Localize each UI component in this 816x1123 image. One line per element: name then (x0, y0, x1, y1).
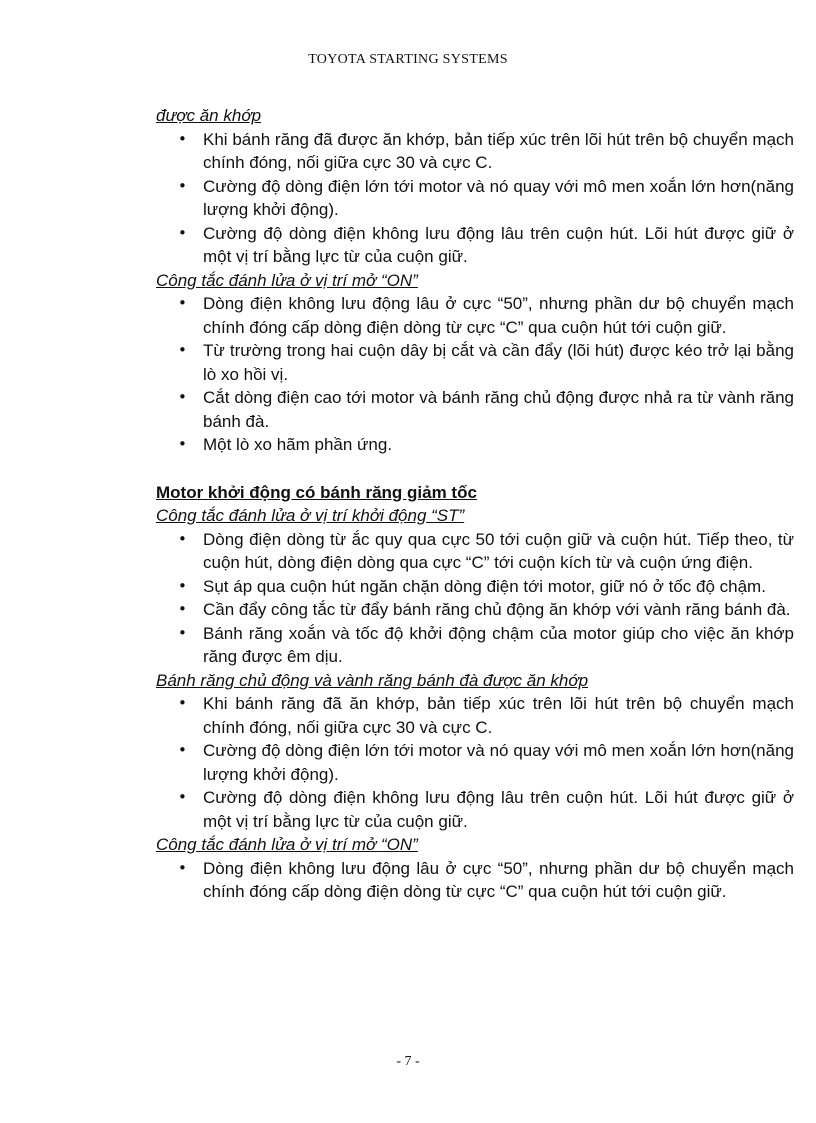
list-item: • Từ trường trong hai cuộn dây bị cắt và cần đẩy (lõi hút) được kéo trở lại bằng lò xo hồi vị. (156, 339, 794, 386)
bullet-list (156, 528, 794, 669)
list-item: • Dòng điện không lưu động lâu ở cực “50”, nhưng phần dư bộ chuyển mạch chính đóng cấp dòng điện dòng từ cực “C” qua cuộn hút tới cuộn giữ. (156, 857, 794, 904)
bullet-list (156, 128, 794, 269)
list-item: • Cần đẩy công tắc từ đẩy bánh răng chủ động ăn khớp với vành răng bánh đà. (156, 598, 794, 622)
list-item: • Dòng điện dòng từ ắc quy qua cực 50 tới cuộn giữ và cuộn hút. Tiếp theo, từ cuộn hút, dòng điện dòng qua cực “C” tới cuộn kích từ và cuộn ứng điện. (156, 528, 794, 575)
subheading-ignition-on: Công tắc đánh lửa ở vị trí mở “ON” (156, 270, 418, 290)
list-item: • Cường độ dòng điện lớn tới motor và nó quay với mô men xoắn lớn hơn(năng lượng khởi động). (156, 739, 794, 786)
section-heading: Motor khởi động có bánh răng giảm tốc (156, 482, 477, 502)
list-item: • Một lò xo hãm phần ứng. (156, 433, 794, 457)
running-header: TOYOTA STARTING SYSTEMS (308, 52, 508, 67)
bullet-list (156, 857, 794, 904)
list-item: • Cường độ dòng điện không lưu động lâu trên cuộn hút. Lõi hút được giữ ở một vị trí bằng lực từ của cuộn giữ. (156, 222, 794, 269)
subheading-gear-engaged: Bánh răng chủ động và vành răng bánh đà được ăn khớp (156, 670, 589, 690)
list-item: • Dòng điện không lưu động lâu ở cực “50”, nhưng phần dư bộ chuyển mạch chính đóng cấp dòng điện dòng từ cực “C” qua cuộn hút tới cuộn giữ. (156, 292, 794, 339)
list-item: • Khi bánh răng đã được ăn khớp, bản tiếp xúc trên lõi hút trên bộ chuyển mạch chính đóng, nối giữa cực 30 và cực C. (156, 128, 794, 175)
list-item: • Cường độ dòng điện không lưu động lâu trên cuộn hút. Lõi hút được giữ ở một vị trí bằng lực từ của cuộn giữ. (156, 786, 794, 833)
list-item: • Bánh răng xoắn và tốc độ khởi động chậm của motor giúp cho việc ăn khớp răng được êm dịu. (156, 622, 794, 669)
page-content (156, 104, 794, 904)
list-item: • Sụt áp qua cuộn hút ngăn chặn dòng điện tới motor, giữ nó ở tốc độ chậm. (156, 575, 794, 599)
subheading-ignition-on-2: Công tắc đánh lửa ở vị trí mở “ON” (156, 835, 418, 854)
subheading-ignition-start: Công tắc đánh lửa ở vị trí khởi động “ST” (156, 506, 465, 525)
list-item: • Cường độ dòng điện lớn tới motor và nó quay với mô men xoắn lớn hơn(năng lượng khởi động). (156, 175, 794, 222)
bullet-list (156, 692, 794, 833)
bullet-list (156, 292, 794, 457)
list-item: • Khi bánh răng đã ăn khớp, bản tiếp xúc trên lõi hút trên bộ chuyển mạch chính đóng, nối giữa cực 30 và cực C. (156, 692, 794, 739)
list-item: • Cắt dòng điện cao tới motor và bánh răng chủ động được nhả ra từ vành răng bánh đà. (156, 386, 794, 433)
subheading-engaged: được ăn khớp (156, 106, 262, 125)
page-number: - 7 - (396, 1054, 420, 1069)
